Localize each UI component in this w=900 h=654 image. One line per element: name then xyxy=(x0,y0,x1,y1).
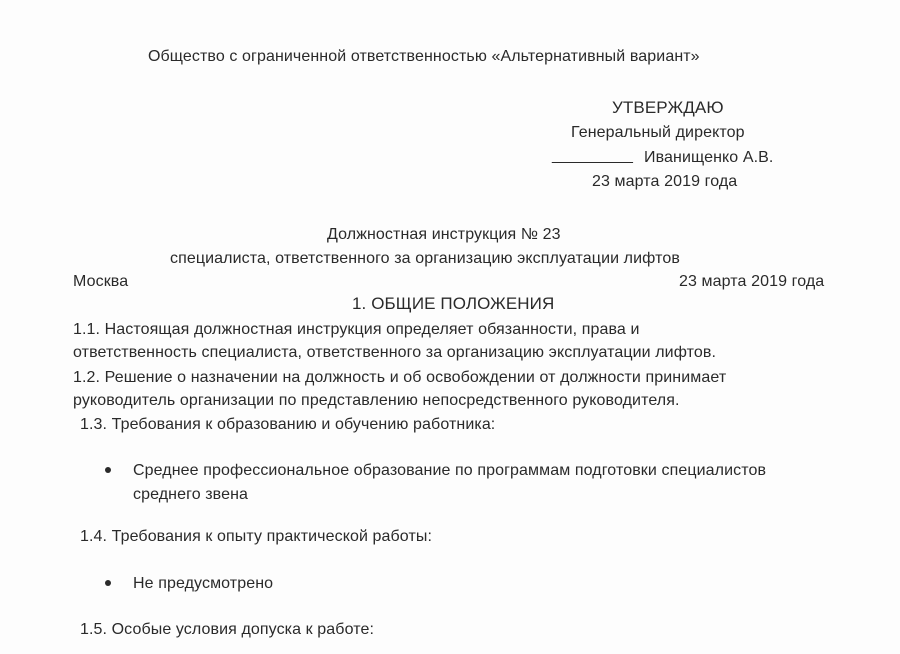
approval-signatory: Иванищенко А.В. xyxy=(644,149,774,166)
paragraph-1-3-bullet-line-2: среднего звена xyxy=(133,486,249,503)
paragraph-1-4: 1.4. Требования к опыту практической работы: xyxy=(80,528,433,545)
document-title: Должностная инструкция № 23 xyxy=(327,226,561,243)
document-city: Москва xyxy=(73,273,129,290)
approval-position: Генеральный директор xyxy=(571,124,745,141)
paragraph-1-4-bullet: Не предусмотрено xyxy=(133,575,274,592)
bullet-icon xyxy=(105,467,111,473)
document-subtitle: специалиста, ответственного за организацию эксплуатации лифтов xyxy=(170,250,680,267)
bullet-icon xyxy=(105,580,111,586)
section-title: 1. ОБЩИЕ ПОЛОЖЕНИЯ xyxy=(352,294,555,313)
paragraph-1-1-line-1: 1.1. Настоящая должностная инструкция определяет обязанности, права и xyxy=(73,321,640,338)
approval-signature-line: _________ xyxy=(552,147,633,164)
paragraph-1-1-line-2: ответственность специалиста, ответственного за организацию эксплуатации лифтов. xyxy=(73,344,717,361)
approval-heading: УТВЕРЖДАЮ xyxy=(612,98,724,117)
paragraph-1-3-bullet-line-1: Среднее профессиональное образование по программам подготовки специалистов xyxy=(133,462,767,479)
document-date: 23 марта 2019 года xyxy=(679,273,825,290)
organization-name: Общество с ограниченной ответственностью «Альтернативный вариант» xyxy=(148,48,700,65)
paragraph-1-3: 1.3. Требования к образованию и обучению работника: xyxy=(80,416,496,433)
paragraph-1-2-line-2: руководитель организации по представлению непосредственного руководителя. xyxy=(73,392,680,409)
paragraph-1-5: 1.5. Особые условия допуска к работе: xyxy=(80,621,375,638)
paragraph-1-2-line-1: 1.2. Решение о назначении на должность и об освобождении от должности принимает xyxy=(73,369,727,386)
approval-date: 23 марта 2019 года xyxy=(592,173,738,190)
